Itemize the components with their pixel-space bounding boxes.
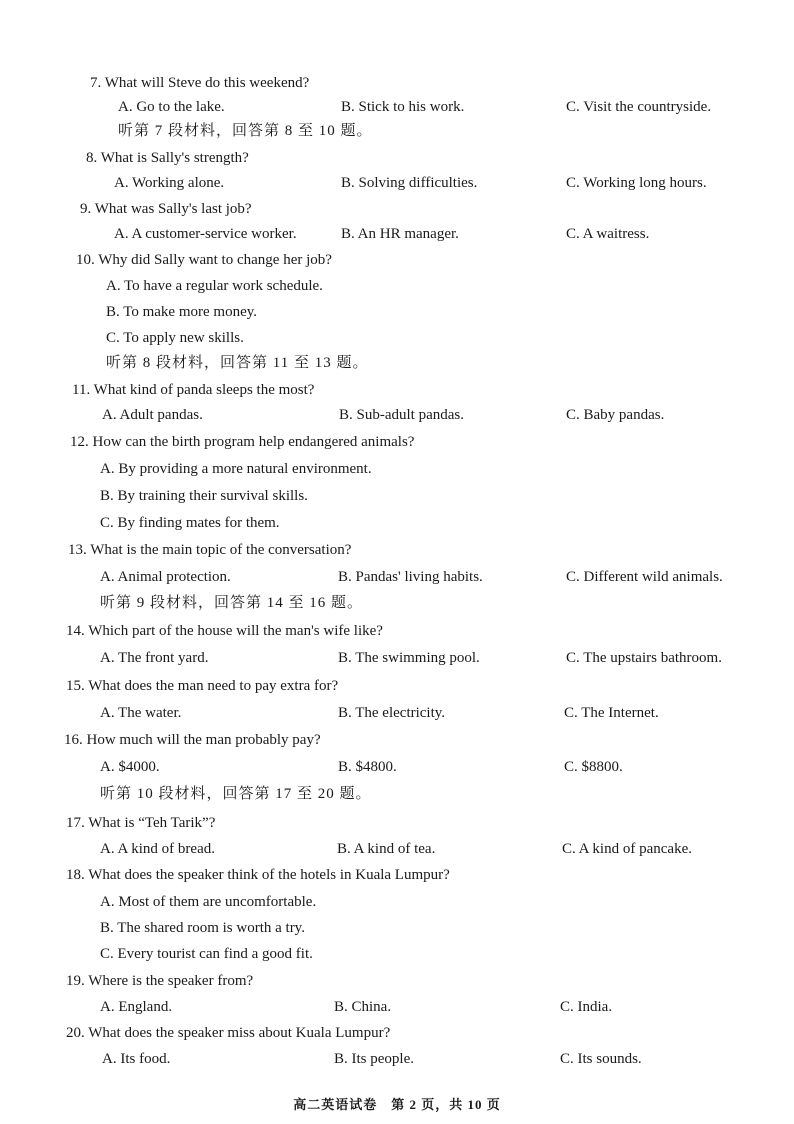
page-footer: 高二英语试卷 第 2 页，共 10 页 bbox=[293, 1097, 501, 1112]
question-12-option-b bbox=[0, 485, 794, 507]
option-a: A. A kind of bread. bbox=[100, 841, 215, 857]
question-text: 15. What does the man need to pay extra for? bbox=[66, 678, 339, 694]
option-b: B. $4800. bbox=[338, 759, 397, 775]
option-c: C. The upstairs bathroom. bbox=[566, 650, 722, 666]
option-c: C. A waitress. bbox=[566, 226, 650, 242]
question-text: 10. Why did Sally want to change her job? bbox=[76, 252, 332, 268]
section-instruction bbox=[0, 120, 794, 142]
option-c: C. A kind of pancake. bbox=[562, 841, 692, 857]
question-text: 11. What kind of panda sleeps the most? bbox=[72, 382, 315, 398]
question-text: 20. What does the speaker miss about Kuala Lumpur? bbox=[66, 1025, 391, 1041]
option-b: B. The shared room is worth a try. bbox=[100, 920, 305, 936]
option-c: C. To apply new skills. bbox=[106, 330, 244, 346]
option-c: C. India. bbox=[560, 999, 613, 1015]
option-b: B. By training their survival skills. bbox=[100, 488, 308, 504]
option-a: A. $4000. bbox=[100, 759, 160, 775]
question-text: 9. What was Sally's last job? bbox=[80, 201, 252, 217]
option-c: C. Visit the countryside. bbox=[566, 99, 712, 115]
question-12-option-a bbox=[0, 458, 794, 480]
question-10-option-c bbox=[0, 327, 794, 349]
question-text: 13. What is the main topic of the conversation? bbox=[68, 542, 352, 558]
option-a: A. To have a regular work schedule. bbox=[106, 278, 323, 294]
question-10 bbox=[0, 249, 794, 271]
option-a: A. England. bbox=[100, 999, 173, 1015]
question-15-options bbox=[0, 702, 794, 724]
option-b: B. Its people. bbox=[334, 1051, 414, 1067]
question-17 bbox=[0, 812, 794, 834]
option-c: C. Every tourist can find a good fit. bbox=[100, 946, 313, 962]
question-8 bbox=[0, 147, 794, 169]
question-11-options bbox=[0, 404, 794, 426]
question-14-options bbox=[0, 647, 794, 669]
option-a: A. By providing a more natural environment. bbox=[100, 461, 372, 477]
question-text: 16. How much will the man probably pay? bbox=[64, 732, 321, 748]
question-18-option-a bbox=[0, 891, 794, 913]
option-c: C. By finding mates for them. bbox=[100, 515, 280, 531]
option-a: A. Animal protection. bbox=[100, 569, 231, 585]
question-10-option-a bbox=[0, 275, 794, 297]
question-19-options bbox=[0, 996, 794, 1018]
option-c: C. $8800. bbox=[564, 759, 623, 775]
question-text: 17. What is “Teh Tarik”? bbox=[66, 815, 216, 831]
question-20 bbox=[0, 1022, 794, 1044]
option-b: B. The swimming pool. bbox=[338, 650, 480, 666]
option-a: A. Adult pandas. bbox=[102, 407, 203, 423]
option-b: B. The electricity. bbox=[338, 705, 446, 721]
question-9-options bbox=[0, 223, 794, 245]
option-b: B. Stick to his work. bbox=[341, 99, 465, 115]
question-18-option-b bbox=[0, 917, 794, 939]
question-16 bbox=[0, 729, 794, 751]
option-a: A. Its food. bbox=[102, 1051, 171, 1067]
option-b: B. China. bbox=[334, 999, 392, 1015]
question-11 bbox=[0, 379, 794, 401]
instruction-text: 听第 9 段材料，回答第 14 至 16 题。 bbox=[100, 595, 364, 611]
section-instruction bbox=[0, 352, 794, 374]
question-19 bbox=[0, 970, 794, 992]
option-a: A. The water. bbox=[100, 705, 182, 721]
instruction-text: 听第 7 段材料，回答第 8 至 10 题。 bbox=[118, 123, 373, 139]
option-b: B. An HR manager. bbox=[341, 226, 459, 242]
option-c: C. Different wild animals. bbox=[566, 569, 723, 585]
option-b: B. To make more money. bbox=[106, 304, 258, 320]
option-c: C. Working long hours. bbox=[566, 175, 707, 191]
option-a: A. Working alone. bbox=[114, 175, 225, 191]
question-text: 8. What is Sally's strength? bbox=[86, 150, 249, 166]
option-c: C. Baby pandas. bbox=[566, 407, 665, 423]
question-text: 14. Which part of the house will the man's wife like? bbox=[66, 623, 383, 639]
option-b: B. A kind of tea. bbox=[337, 841, 436, 857]
question-14 bbox=[0, 620, 794, 642]
question-13-options bbox=[0, 566, 794, 588]
question-10-option-b bbox=[0, 301, 794, 323]
section-instruction bbox=[0, 592, 794, 614]
question-12-option-c bbox=[0, 512, 794, 534]
option-c: C. The Internet. bbox=[564, 705, 659, 721]
question-text: 18. What does the speaker think of the hotels in Kuala Lumpur? bbox=[66, 867, 450, 883]
question-text: 7. What will Steve do this weekend? bbox=[90, 75, 310, 91]
option-b: B. Pandas' living habits. bbox=[338, 569, 483, 585]
question-13 bbox=[0, 539, 794, 561]
question-16-options bbox=[0, 756, 794, 778]
question-15 bbox=[0, 675, 794, 697]
question-7 bbox=[0, 72, 794, 94]
option-a: A. Most of them are uncomfortable. bbox=[100, 894, 317, 910]
option-a: A. A customer-service worker. bbox=[114, 226, 297, 242]
question-18-option-c bbox=[0, 943, 794, 965]
section-instruction bbox=[0, 783, 794, 805]
question-text: 12. How can the birth program help endangered animals? bbox=[70, 434, 415, 450]
option-b: B. Sub-adult pandas. bbox=[339, 407, 464, 423]
instruction-text: 听第 8 段材料，回答第 11 至 13 题。 bbox=[106, 355, 369, 371]
option-a: A. The front yard. bbox=[100, 650, 209, 666]
question-20-options bbox=[0, 1048, 794, 1070]
option-c: C. Its sounds. bbox=[560, 1051, 642, 1067]
question-17-options bbox=[0, 838, 794, 860]
instruction-text: 听第 10 段材料，回答第 17 至 20 题。 bbox=[100, 786, 372, 802]
question-text: 19. Where is the speaker from? bbox=[66, 973, 254, 989]
question-9 bbox=[0, 198, 794, 220]
option-b: B. Solving difficulties. bbox=[341, 175, 478, 191]
question-12 bbox=[0, 431, 794, 453]
question-18 bbox=[0, 864, 794, 886]
question-7-options bbox=[0, 96, 794, 118]
question-8-options bbox=[0, 172, 794, 194]
option-a: A. Go to the lake. bbox=[118, 99, 225, 115]
